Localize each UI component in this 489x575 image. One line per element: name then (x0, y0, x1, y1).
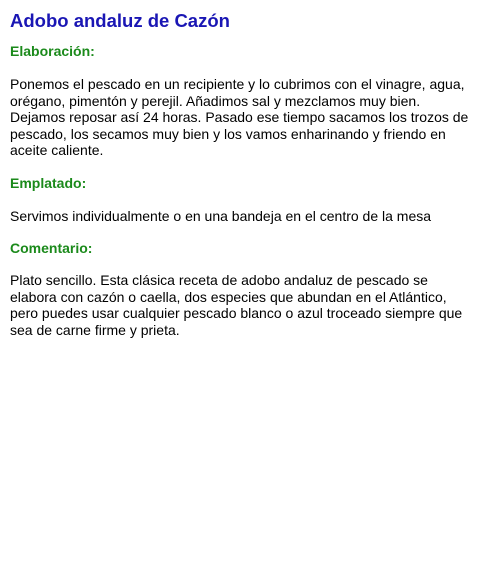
recipe-title: Adobo andaluz de Cazón (10, 10, 230, 31)
section-heading-comentario: Comentario: (10, 240, 93, 256)
section-text-comentario: Plato sencillo. Esta clásica receta de adobo andaluz de pescado se elabora con cazón o caella, dos especies que abundan en el Atlántico, pero puedes usar cualquier pescado blanco o azul troceado siempre que sea de carne firme y prieta. (10, 272, 463, 338)
section-heading-elaboracion: Elaboración: (10, 43, 95, 59)
section-text-elaboracion: Ponemos el pescado en un recipiente y lo cubrimos con el vinagre, agua, orégano, pimentón y perejil. Añadimos sal y mezclamos muy bien. Dejamos reposar así 24 horas. Pasado ese tiempo sacamos los trozos de pescado, los secamos muy bien y los vamos enharinando y friendo en aceite caliente. (10, 76, 469, 158)
section-heading-emplatado: Emplatado: (10, 174, 87, 191)
section-text-emplatado: Servimos individualmente o en una bandeja en el centro de la mesa (10, 207, 432, 224)
